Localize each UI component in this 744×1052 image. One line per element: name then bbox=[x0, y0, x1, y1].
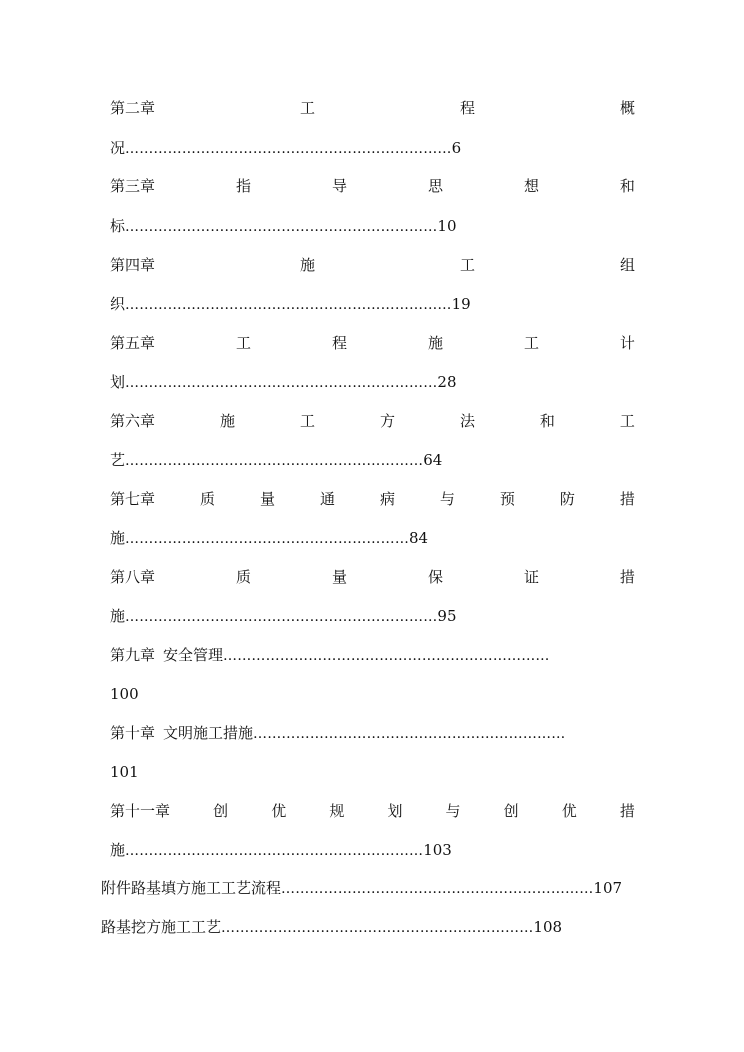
toc-entry-ch10-line2[interactable] bbox=[110, 762, 635, 782]
toc-entry-ch8-line2[interactable]: 施…………………………………………………………95 bbox=[110, 607, 457, 625]
page-number: 101 bbox=[110, 763, 139, 781]
leader-dots: ……………………………………………………… bbox=[125, 843, 424, 859]
leader-dots: …………………………………………………………… bbox=[223, 648, 550, 664]
toc-entry-ch3-line2[interactable]: 标…………………………………………………………10 bbox=[110, 217, 457, 235]
toc-title: 路基挖方施工工艺 bbox=[101, 918, 222, 936]
toc-entry-ch3-line1[interactable]: 第三章 指 导 思 想 和 bbox=[110, 177, 635, 195]
page-number: 100 bbox=[110, 685, 139, 703]
toc-entry-appendix-2[interactable] bbox=[101, 917, 641, 938]
toc-entry-ch6-line2[interactable]: 艺………………………………………………………64 bbox=[110, 451, 443, 469]
toc-prefix: 第十章 bbox=[110, 724, 156, 742]
toc-entry-ch2-line2[interactable]: 况……………………………………………………………6 bbox=[110, 139, 462, 157]
page-number: 107 bbox=[593, 879, 623, 897]
toc-entry-ch4-line2[interactable]: 织……………………………………………………………19 bbox=[110, 295, 471, 313]
page-number: 64 bbox=[423, 451, 443, 469]
leader-dots: ………………………………………………………… bbox=[125, 219, 438, 235]
toc-entry-ch9-line1[interactable]: 第九章 安全管理…………………………………………………………… bbox=[110, 646, 550, 664]
page-number: 6 bbox=[451, 139, 462, 157]
page-number: 10 bbox=[437, 217, 457, 235]
toc-entry-ch11-line1[interactable]: 第十一章 创 优 规 划 与 创 优 措 bbox=[110, 802, 635, 820]
toc-entry-ch7-line2[interactable]: 施……………………………………………………84 bbox=[110, 529, 429, 547]
toc-prefix: 第二章 bbox=[110, 99, 156, 117]
toc-entry-ch10-line1[interactable]: 第十章 文明施工措施………………………………………………………… bbox=[110, 724, 566, 742]
leader-dots: ………………………………………………………… bbox=[221, 920, 534, 936]
toc-prefix: 第十一章 bbox=[110, 802, 171, 820]
page-number: 103 bbox=[423, 841, 452, 859]
leader-dots: …………………………………………………… bbox=[125, 531, 410, 547]
page-number: 28 bbox=[437, 373, 457, 391]
page-number: 95 bbox=[437, 607, 457, 625]
toc-entry-ch11-line2[interactable]: 施………………………………………………………103 bbox=[110, 841, 452, 859]
toc-prefix: 第七章 bbox=[110, 490, 156, 508]
page-number: 19 bbox=[451, 295, 471, 313]
leader-dots: ………………………………………………………… bbox=[281, 881, 594, 897]
toc-title: 附件路基填方施工工艺流程 bbox=[101, 879, 282, 897]
leader-dots: …………………………………………………………… bbox=[125, 297, 452, 313]
leader-dots: …………………………………………………………… bbox=[125, 141, 452, 157]
toc-entry-ch2-line1[interactable]: 第二章 工 程 概 bbox=[110, 99, 635, 117]
toc-prefix: 第九章 bbox=[110, 646, 156, 664]
toc-prefix: 第六章 bbox=[110, 412, 156, 430]
toc-prefix: 第三章 bbox=[110, 177, 156, 195]
toc-prefix: 第四章 bbox=[110, 256, 156, 274]
toc-entry-ch5-line1[interactable]: 第五章 工 程 施 工 计 bbox=[110, 334, 635, 352]
toc-prefix: 第五章 bbox=[110, 334, 156, 352]
page-number: 108 bbox=[533, 918, 563, 936]
toc-entry-ch6-line1[interactable]: 第六章 施 工 方 法 和 工 bbox=[110, 412, 635, 430]
toc-entry-ch4-line1[interactable]: 第四章 施 工 组 bbox=[110, 256, 635, 274]
toc-entry-appendix-1[interactable] bbox=[101, 878, 641, 899]
page-number: 84 bbox=[409, 529, 429, 547]
toc-entry-ch8-line1[interactable]: 第八章 质 量 保 证 措 bbox=[110, 568, 635, 586]
toc-entry-ch7-line1[interactable]: 第七章 质 量 通 病 与 预 防 措 bbox=[110, 490, 635, 508]
toc-entry-ch9-line2[interactable] bbox=[110, 684, 635, 704]
toc-prefix: 第八章 bbox=[110, 568, 156, 586]
leader-dots: ………………………………………………………… bbox=[125, 375, 438, 391]
leader-dots: ………………………………………………………… bbox=[253, 726, 566, 742]
leader-dots: ………………………………………………………… bbox=[125, 609, 438, 625]
toc-entry-ch5-line2[interactable]: 划…………………………………………………………28 bbox=[110, 373, 457, 391]
leader-dots: ……………………………………………………… bbox=[125, 453, 424, 469]
